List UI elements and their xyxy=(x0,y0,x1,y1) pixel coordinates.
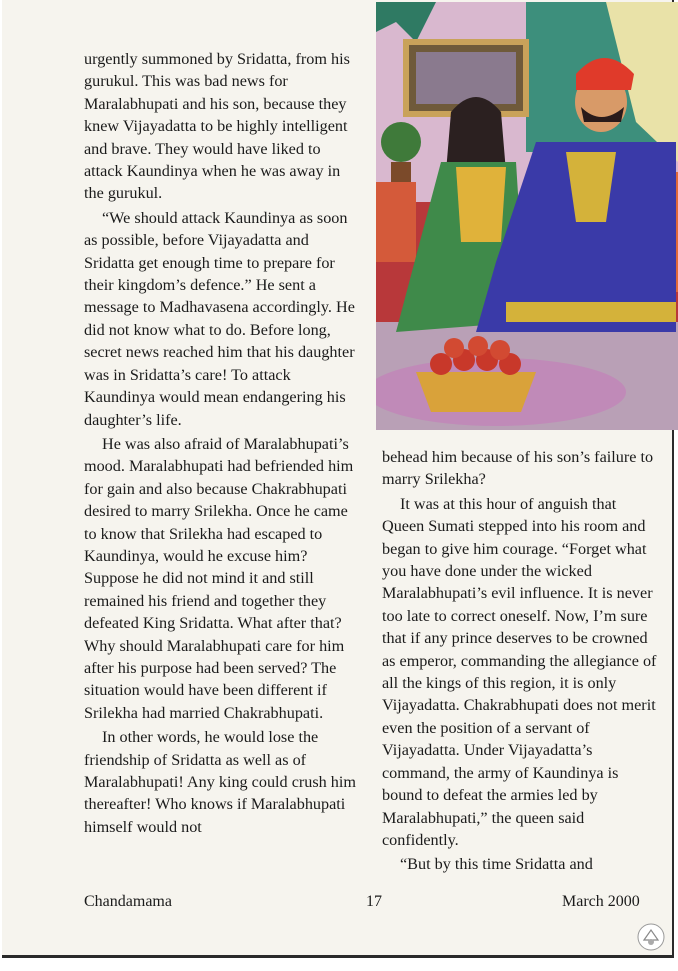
paragraph: In other words, he would lose the friendship of Sridatta as well as of Maralabhupati! Any king could crush him thereafter! Who knows if Maralabhupati himself would not xyxy=(84,728,356,836)
king-queen-scene xyxy=(376,2,678,430)
magazine-page xyxy=(2,0,674,958)
issue-date: March 2000 xyxy=(562,893,640,910)
paragraph: “But by this time Sridatta and xyxy=(400,855,593,874)
magazine-name: Chandamama xyxy=(84,893,172,910)
page-number: 17 xyxy=(366,893,382,910)
paragraph: urgently summoned by Sridatta, from his gurukul. This was bad news for Maralabhupati and his son, because they knew Vijayadatta to be highly intelligent and brave. They would have liked to attack Kaundinya when he was away in the gurukul. xyxy=(84,50,350,203)
right-text-column xyxy=(382,446,657,878)
paragraph: behead him because of his son’s failure to marry Srilekha? xyxy=(382,448,654,489)
publisher-logo-icon xyxy=(636,922,666,952)
paragraph: “We should attack Kaundinya as soon as possible, before Vijayadatta and Sridatta get enough time to prepare for their kingdom’s defence.” He sent a message to Madhavasena accordingly. He did not know what to do. Before long, secret news reached him that his daughter was in Sridatta’s care! To attack Kaundinya would mean endangering his daughter’s life. xyxy=(84,208,355,429)
paragraph: He was also afraid of Maralabhupati’s mood. Maralabhupati had befriended him for gain and also because Chakrabhupati desired to marry Srilekha. Once he came to know that Srilekha had escaped to Kaundinya, would he excuse him? Suppose he did not mind it and still remained his friend and together they defeated King Sridatta. What after that? Why should Maralabhupati care for him after his purpose had been served? The situation would have been different if Srilekha had married Chakrabhupati. xyxy=(84,434,354,722)
left-text-column xyxy=(84,48,362,840)
paragraph: It was at this hour of anguish that Queen Sumati stepped into his room and began to give him courage. “Forget what you have done under the wicked Maralabhupati’s evil influence. It is never too late to correct oneself. Now, I’m sure that if any prince deserves to be crowned as emperor, commanding the allegiance of all the kings of this region, it is only Vijayadatta. Chakrabhupati does not merit even the position of a servant of Vijayadatta. Under Vijayadatta’s command, the army of Kaundinya is bound to defeat the armies led by Maralabhupati,” the queen said confidently. xyxy=(382,494,657,849)
story-illustration xyxy=(376,2,678,430)
